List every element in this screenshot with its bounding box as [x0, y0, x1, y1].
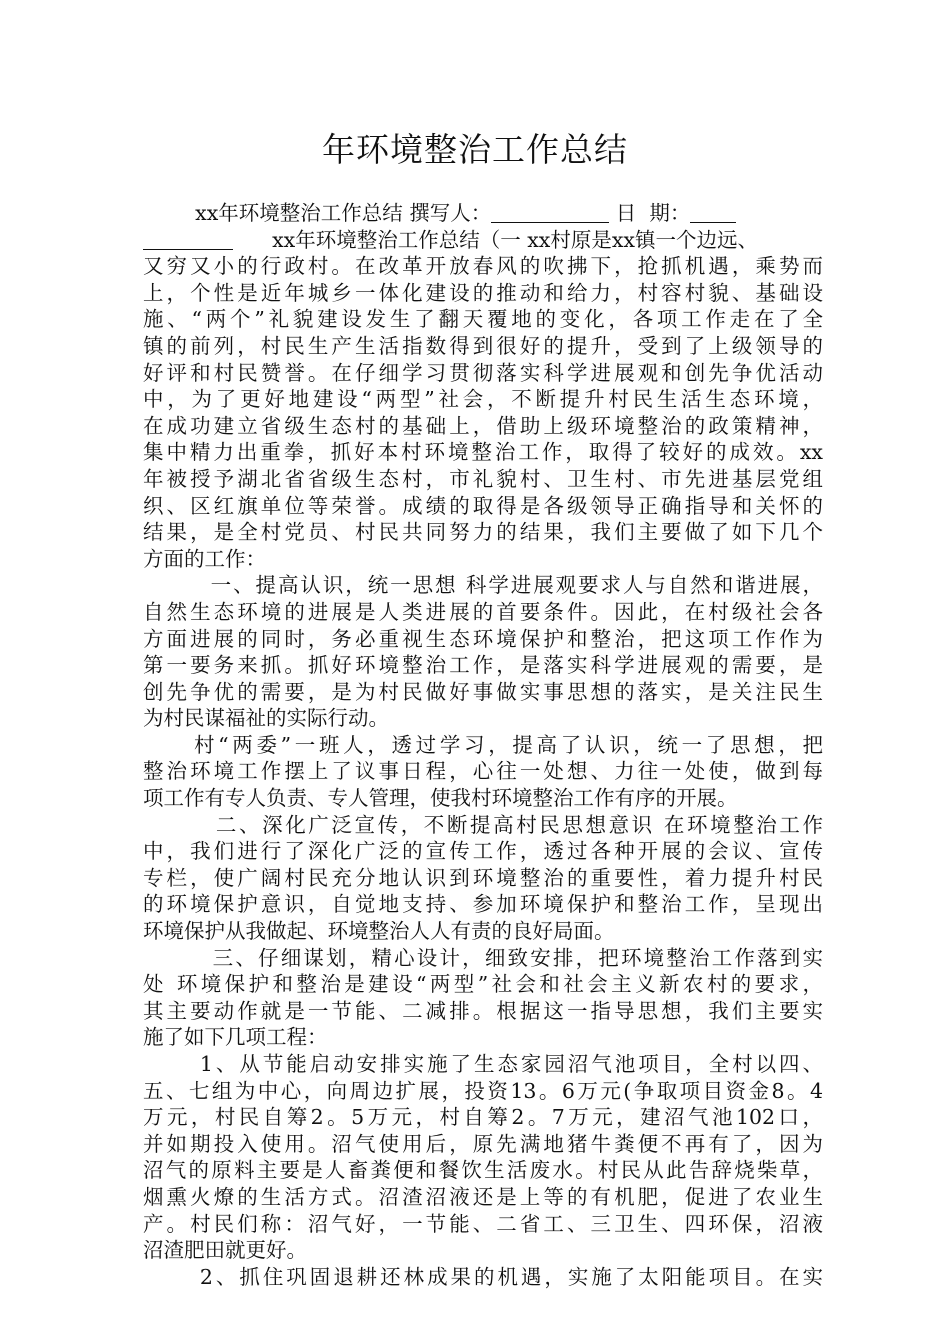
document-title: 年环境整治工作总结 [322, 130, 628, 169]
text-line [143, 1211, 823, 1238]
line-text: 中，为了更好地建设“两型”社会，不断提升村民生活生态环境， [143, 387, 823, 412]
text-line [143, 679, 823, 706]
line-text: 二、深化广泛宣传，不断提高村民思想意识 在环境整治工作 [143, 812, 823, 837]
text-line [143, 705, 823, 732]
line-text: 的环境保护意识，自觉地支持、参加环境保护和整治工作，呈现出 [143, 892, 823, 917]
text-line [143, 758, 823, 785]
text-line [143, 626, 823, 653]
text-line [143, 333, 823, 360]
text-line [143, 1104, 823, 1131]
text-line [143, 1051, 823, 1078]
line-text: 自然生态环境的进展是人类进展的首要条件。因此，在村级社会各 [143, 599, 823, 624]
line-text: 沼渣肥田就更好。 [143, 1238, 307, 1263]
line-text: 环境保护从我做起、环境整治人人有责的良好局面。 [143, 919, 615, 944]
line-text: xx年环境整治工作总结 撰写人： [143, 201, 492, 225]
text-line [143, 599, 823, 626]
text-line [143, 493, 823, 520]
text-line [143, 918, 823, 945]
line-text: 集中精力出重拳，抓好本村环境整治工作，取得了较好的成效。xx [143, 440, 823, 465]
line-text: 2、抓住巩固退耕还林成果的机遇，实施了太阳能项目。在实 [143, 1264, 823, 1289]
text-line [143, 386, 823, 413]
line-text: 处 环境保护和整治是建设“两型”社会和社会主义新农村的要求， [143, 972, 823, 997]
text-line [143, 546, 823, 573]
line-text: 整治环境工作摆上了议事日程，心往一处想、力往一处使，做到每 [143, 759, 823, 784]
text-line [143, 1237, 823, 1264]
line-text: 沼气的原料主要是人畜粪便和餐饮生活废水。村民从此告辞烧柴草， [143, 1158, 823, 1183]
text-line [143, 1131, 823, 1158]
text-line [143, 838, 823, 865]
text-line [143, 945, 823, 972]
text-line [143, 227, 823, 254]
line-text: 镇的前列，村民生产生活指数得到很好的提升，受到了上级领导的 [143, 333, 823, 358]
line-text: 项工作有专人负责、专人管理，使我村环境整治工作有序的开展。 [143, 786, 738, 811]
date-label: 日 期： [609, 201, 691, 225]
author-blank [491, 202, 609, 223]
text-line [143, 253, 823, 280]
line-text: 结果，是全村党员、村民共同努力的结果，我们主要做了如下几个 [143, 520, 823, 545]
line-text: 创先争优的需要，是为村民做好事做实事思想的落实，是关注民生 [143, 679, 823, 704]
line-text: 年被授予湖北省省级生态村，市礼貌村、卫生村、市先进基层党组 [143, 466, 823, 491]
text-line [143, 280, 823, 307]
text-line [143, 652, 823, 679]
line-text: 在成功建立省级生态村的基础上，借助上级环境整治的政策精神， [143, 413, 823, 438]
line-text: 万元，村民自筹2。5万元，村自筹2。7万元，建沼气池102口， [143, 1105, 823, 1130]
line-text: 方面进展的同时，务必重视生态环境保护和整治，把这项工作作为 [143, 626, 823, 651]
line-text: 三、仔细谋划，精心设计，细致安排，把环境整治工作落到实 [143, 945, 823, 970]
text-line [143, 360, 823, 387]
line-text: 五、七组为中心，向周边扩展，投资13。6万元(争取项目资金8。4 [143, 1078, 823, 1103]
line-text: 一、提高认识，统一思想 科学进展观要求人与自然和谐进展， [143, 573, 823, 598]
line-text: 产。村民们称：沼气好，一节能、二省工、三卫生、四环保，沼液 [143, 1211, 823, 1236]
text-line [143, 1184, 823, 1211]
date-blank [690, 202, 736, 223]
line-text: 又穷又小的行政村。在改革开放春风的吹拂下，抢抓机遇，乘势而 [143, 254, 823, 279]
line-text: 第一要务来抓。抓好环境整治工作，是落实科学进展观的需要，是 [143, 653, 823, 678]
line-text: 专栏，使广阔村民充分地认识到环境整治的重要性，着力提升村民 [143, 865, 823, 890]
text-line [143, 413, 823, 440]
line-text: 村“两委”一班人，透过学习，提高了认识，统一了思想，把 [143, 732, 823, 757]
text-line [143, 466, 823, 493]
text-line [143, 572, 823, 599]
text-line [143, 306, 823, 333]
date-blank-continued [143, 229, 233, 250]
text-line [143, 200, 823, 227]
line-text: 上，个性是近年城乡一体化建设的推动和给力，村容村貌、基础设 [143, 280, 823, 305]
text-line [143, 865, 823, 892]
line-text: 方面的工作： [143, 546, 266, 571]
text-line [143, 1078, 823, 1105]
text-line [143, 891, 823, 918]
line-text: 烟熏火燎的生活方式。沼渣沼液还是上等的有机肥，促进了农业生 [143, 1184, 823, 1209]
text-line [143, 812, 823, 839]
text-line [143, 971, 823, 998]
line-text: 并如期投入使用。沼气使用后，原先满地猪牛粪便不再有了，因为 [143, 1131, 823, 1156]
line-text: 织、区红旗单位等荣誉。成绩的取得是各级领导正确指导和关怀的 [143, 493, 823, 518]
line-text: xx年环境整治工作总结（一 xx村原是xx镇一个边远、 [233, 227, 758, 252]
text-line [143, 785, 823, 812]
line-text: 施、“两个”礼貌建设发生了翻天覆地的变化，各项工作走在了全 [143, 307, 823, 332]
line-text: 施了如下几项工程： [143, 1025, 328, 1050]
text-line [143, 998, 823, 1025]
text-line [143, 732, 823, 759]
text-line [143, 1157, 823, 1184]
text-line [143, 1264, 823, 1291]
line-text: 1、从节能启动安排实施了生态家园沼气池项目，全村以四、 [143, 1052, 823, 1076]
document-body [143, 200, 823, 1290]
line-text: 为村民谋福祉的实际行动。 [143, 706, 389, 731]
text-line [143, 1024, 823, 1051]
line-text: 其主要动作就是一节能、二减排。根据这一指导思想，我们主要实 [143, 998, 823, 1023]
text-line [143, 519, 823, 546]
text-line [143, 439, 823, 466]
line-text: 中，我们进行了深化广泛的宣传工作，透过各种开展的会议、宣传 [143, 839, 823, 864]
line-text: 好评和村民赞誉。在仔细学习贯彻落实科学进展观和创先争优活动 [143, 360, 823, 385]
